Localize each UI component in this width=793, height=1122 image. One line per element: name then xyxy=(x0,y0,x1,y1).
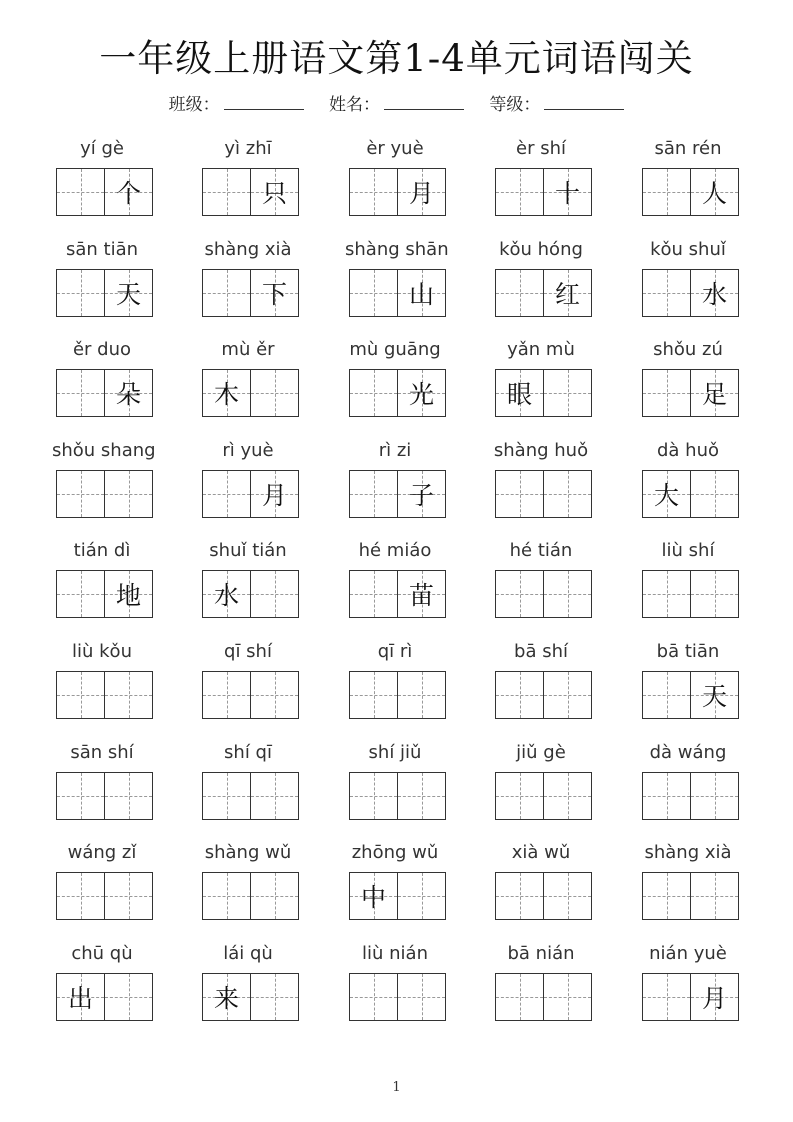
character-box[interactable] xyxy=(203,773,250,819)
tianzige-boxes xyxy=(349,671,446,719)
pinyin-label: bā nián xyxy=(507,942,575,964)
word-grid xyxy=(0,138,793,1043)
character-box[interactable] xyxy=(104,169,152,215)
character-box[interactable] xyxy=(496,270,543,316)
word-row xyxy=(0,540,793,641)
hanzi-character xyxy=(496,773,543,819)
hanzi-character: 天 xyxy=(701,681,727,711)
page-number: 1 xyxy=(392,1080,401,1095)
hanzi-character xyxy=(251,571,298,617)
character-box[interactable] xyxy=(57,169,104,215)
hanzi-character: 只 xyxy=(261,179,287,208)
tianzige-boxes xyxy=(642,772,739,820)
pinyin-label: shàng huǒ xyxy=(493,439,589,461)
hanzi-character xyxy=(105,471,152,517)
word-row xyxy=(0,440,793,541)
pinyin-label: yì zhī xyxy=(224,138,272,159)
word-row xyxy=(0,641,793,742)
hanzi-character xyxy=(643,169,690,215)
hanzi-character: 月 xyxy=(408,179,434,208)
character-box[interactable] xyxy=(250,773,298,819)
hanzi-character: 水 xyxy=(701,279,727,309)
hanzi-character xyxy=(203,873,250,919)
tianzige-boxes xyxy=(495,168,592,216)
character-box[interactable] xyxy=(250,571,298,617)
hanzi-character xyxy=(496,270,543,316)
grade-field xyxy=(489,90,624,115)
hanzi-character xyxy=(643,270,690,316)
pinyin-label: tián dì xyxy=(73,540,131,562)
tianzige-boxes xyxy=(349,872,446,920)
character-box[interactable] xyxy=(203,169,250,215)
character-box[interactable] xyxy=(203,370,250,416)
character-box[interactable] xyxy=(643,773,690,819)
pinyin-label: dà wáng xyxy=(649,741,727,763)
hanzi-character xyxy=(496,974,543,1020)
character-box[interactable] xyxy=(350,370,397,416)
tianzige-boxes xyxy=(642,570,739,618)
word-row xyxy=(0,842,793,943)
hanzi-character xyxy=(57,471,104,517)
pinyin-label: shàng xià xyxy=(204,238,292,260)
hanzi-character xyxy=(203,270,250,316)
hanzi-character xyxy=(643,672,690,718)
hanzi-character xyxy=(544,773,591,819)
character-box[interactable] xyxy=(57,571,104,617)
pinyin-label: sān shí xyxy=(70,741,134,763)
hanzi-character xyxy=(544,672,591,718)
hanzi-character xyxy=(350,672,397,718)
hanzi-character: 人 xyxy=(701,179,727,208)
character-box[interactable] xyxy=(104,672,152,718)
character-box[interactable] xyxy=(643,873,690,919)
pinyin-label: yǎn mù xyxy=(507,339,575,361)
pinyin-label: rì zi xyxy=(378,439,412,461)
tianzige-boxes xyxy=(349,269,446,317)
pinyin-label: shàng wǔ xyxy=(204,842,292,864)
tianzige-boxes xyxy=(56,973,153,1021)
hanzi-character xyxy=(398,672,445,718)
tianzige-boxes xyxy=(202,872,299,920)
hanzi-character xyxy=(496,169,543,215)
character-box[interactable] xyxy=(397,571,445,617)
hanzi-character xyxy=(544,571,591,617)
character-box[interactable] xyxy=(543,773,591,819)
character-box[interactable] xyxy=(203,571,250,617)
tianzige-boxes xyxy=(495,973,592,1021)
word-row xyxy=(0,239,793,340)
pinyin-label: èr yuè xyxy=(366,138,424,159)
character-box[interactable] xyxy=(350,873,397,919)
pinyin-label: kǒu shuǐ xyxy=(650,238,726,260)
character-box[interactable] xyxy=(57,672,104,718)
pinyin-label: èr shí xyxy=(516,138,566,159)
tianzige-boxes xyxy=(349,369,446,417)
character-box[interactable] xyxy=(250,974,298,1020)
hanzi-character: 山 xyxy=(408,279,434,309)
hanzi-character xyxy=(350,370,397,416)
hanzi-character: 光 xyxy=(408,380,434,410)
character-box[interactable] xyxy=(250,270,298,316)
character-box[interactable] xyxy=(690,773,738,819)
grade-label: 等级： xyxy=(489,95,541,115)
name-field xyxy=(329,90,464,115)
tianzige-boxes xyxy=(495,671,592,719)
hanzi-character xyxy=(643,370,690,416)
hanzi-character xyxy=(496,571,543,617)
hanzi-character xyxy=(398,873,445,919)
hanzi-character: 红 xyxy=(554,279,580,309)
character-box[interactable] xyxy=(397,672,445,718)
word-row xyxy=(0,742,793,843)
tianzige-boxes xyxy=(642,973,739,1021)
hanzi-character xyxy=(57,873,104,919)
pinyin-label: rì yuè xyxy=(222,439,274,461)
hanzi-character xyxy=(398,773,445,819)
hanzi-character xyxy=(203,773,250,819)
character-box[interactable] xyxy=(104,370,152,416)
pinyin-label: mù ěr xyxy=(221,339,275,361)
hanzi-character xyxy=(691,571,738,617)
pinyin-label: qī shí xyxy=(224,640,272,662)
pinyin-label: yí gè xyxy=(80,138,124,159)
character-box[interactable] xyxy=(397,471,445,517)
character-box[interactable] xyxy=(496,169,543,215)
hanzi-character xyxy=(57,169,104,215)
hanzi-character xyxy=(496,672,543,718)
character-box[interactable] xyxy=(643,571,690,617)
hanzi-character xyxy=(496,471,543,517)
pinyin-label: sān tiān xyxy=(65,238,139,260)
tianzige-boxes xyxy=(349,973,446,1021)
character-box[interactable] xyxy=(397,370,445,416)
character-box[interactable] xyxy=(350,270,397,316)
hanzi-character xyxy=(57,773,104,819)
hanzi-character: 子 xyxy=(408,480,434,510)
character-box[interactable] xyxy=(57,873,104,919)
character-box[interactable] xyxy=(543,873,591,919)
tianzige-boxes xyxy=(56,470,153,518)
hanzi-character xyxy=(251,974,298,1020)
hanzi-character xyxy=(57,571,104,617)
character-box[interactable] xyxy=(690,974,738,1020)
pinyin-label: bā tiān xyxy=(656,640,720,662)
class-label: 班级： xyxy=(168,95,220,115)
tianzige-boxes xyxy=(642,671,739,719)
pinyin-label: bā shí xyxy=(514,640,568,662)
tianzige-boxes xyxy=(642,872,739,920)
character-box[interactable] xyxy=(350,974,397,1020)
grade-blank[interactable] xyxy=(544,95,624,110)
class-blank[interactable] xyxy=(224,95,304,110)
character-box[interactable] xyxy=(543,471,591,517)
hanzi-character: 朵 xyxy=(115,380,141,410)
pinyin-label: wáng zǐ xyxy=(67,842,137,864)
pinyin-label: shí jiǔ xyxy=(368,741,422,763)
hanzi-character xyxy=(203,169,250,215)
character-box[interactable] xyxy=(57,471,104,517)
character-box[interactable] xyxy=(496,773,543,819)
hanzi-character xyxy=(105,974,152,1020)
hanzi-character: 地 xyxy=(115,581,141,611)
tianzige-boxes xyxy=(56,168,153,216)
pinyin-label: shí qī xyxy=(224,741,272,763)
pinyin-label: shàng shān xyxy=(345,238,449,260)
pinyin-label: liù shí xyxy=(661,540,715,562)
hanzi-character xyxy=(544,974,591,1020)
character-box[interactable] xyxy=(690,471,738,517)
character-box[interactable] xyxy=(203,974,250,1020)
pinyin-label: hé miáo xyxy=(358,540,432,562)
hanzi-character xyxy=(544,471,591,517)
character-box[interactable] xyxy=(203,471,250,517)
character-box[interactable] xyxy=(350,169,397,215)
hanzi-character xyxy=(350,471,397,517)
tianzige-boxes xyxy=(202,772,299,820)
tianzige-boxes xyxy=(495,872,592,920)
hanzi-character: 苗 xyxy=(408,581,434,611)
character-box[interactable] xyxy=(350,672,397,718)
hanzi-character: 个 xyxy=(115,179,141,208)
word-row xyxy=(0,943,793,1044)
character-box[interactable] xyxy=(397,270,445,316)
pinyin-label: nián yuè xyxy=(649,942,727,964)
character-box[interactable] xyxy=(250,471,298,517)
character-box[interactable] xyxy=(104,270,152,316)
word-row xyxy=(0,339,793,440)
hanzi-character xyxy=(203,672,250,718)
tianzige-boxes xyxy=(56,671,153,719)
character-box[interactable] xyxy=(543,169,591,215)
character-box[interactable] xyxy=(496,672,543,718)
hanzi-character xyxy=(251,672,298,718)
tianzige-boxes xyxy=(642,269,739,317)
hanzi-character: 眼 xyxy=(506,380,532,410)
pinyin-label: jiǔ gè xyxy=(516,741,566,763)
hanzi-character xyxy=(691,873,738,919)
character-box[interactable] xyxy=(397,169,445,215)
character-box[interactable] xyxy=(203,873,250,919)
hanzi-character xyxy=(57,370,104,416)
class-field xyxy=(169,90,304,115)
hanzi-character: 木 xyxy=(213,380,239,410)
character-box[interactable] xyxy=(496,571,543,617)
tianzige-boxes xyxy=(56,872,153,920)
pinyin-label: mù guāng xyxy=(349,339,441,361)
character-box[interactable] xyxy=(643,471,690,517)
character-box[interactable] xyxy=(690,370,738,416)
pinyin-label: sān rén xyxy=(654,138,722,159)
character-box[interactable] xyxy=(643,974,690,1020)
tianzige-boxes xyxy=(56,269,153,317)
character-box[interactable] xyxy=(690,169,738,215)
character-box[interactable] xyxy=(496,471,543,517)
hanzi-character xyxy=(251,773,298,819)
hanzi-character: 天 xyxy=(115,279,141,309)
pinyin-label: shàng xià xyxy=(644,842,732,864)
hanzi-character xyxy=(105,773,152,819)
character-box[interactable] xyxy=(543,571,591,617)
pinyin-label: ěr duo xyxy=(72,339,132,361)
character-box[interactable] xyxy=(104,471,152,517)
tianzige-boxes xyxy=(642,470,739,518)
character-box[interactable] xyxy=(104,873,152,919)
hanzi-character xyxy=(251,370,298,416)
character-box[interactable] xyxy=(496,370,543,416)
hanzi-character xyxy=(350,169,397,215)
hanzi-character: 出 xyxy=(67,983,93,1013)
character-box[interactable] xyxy=(250,370,298,416)
hanzi-character xyxy=(57,672,104,718)
character-box[interactable] xyxy=(496,974,543,1020)
hanzi-character xyxy=(57,270,104,316)
character-box[interactable] xyxy=(57,270,104,316)
tianzige-boxes xyxy=(642,369,739,417)
pinyin-label: shǒu shang xyxy=(52,439,156,461)
character-box[interactable] xyxy=(543,370,591,416)
hanzi-character xyxy=(350,270,397,316)
character-box[interactable] xyxy=(397,974,445,1020)
hanzi-character xyxy=(691,773,738,819)
character-box[interactable] xyxy=(104,571,152,617)
tianzige-boxes xyxy=(202,470,299,518)
hanzi-character xyxy=(643,773,690,819)
word-row xyxy=(0,138,793,239)
hanzi-character: 中 xyxy=(360,883,386,913)
hanzi-character xyxy=(251,873,298,919)
tianzige-boxes xyxy=(202,973,299,1021)
tianzige-boxes xyxy=(349,168,446,216)
tianzige-boxes xyxy=(202,269,299,317)
hanzi-character: 下 xyxy=(261,279,287,309)
hanzi-character: 十 xyxy=(554,179,580,208)
character-box[interactable] xyxy=(690,873,738,919)
hanzi-character xyxy=(350,571,397,617)
character-box[interactable] xyxy=(643,672,690,718)
character-box[interactable] xyxy=(690,672,738,718)
hanzi-character: 月 xyxy=(701,983,727,1013)
tianzige-boxes xyxy=(202,369,299,417)
hanzi-character: 来 xyxy=(213,983,239,1013)
tianzige-boxes xyxy=(495,369,592,417)
character-box[interactable] xyxy=(250,672,298,718)
pinyin-label: hé tián xyxy=(509,540,573,562)
tianzige-boxes xyxy=(495,570,592,618)
tianzige-boxes xyxy=(349,470,446,518)
character-box[interactable] xyxy=(250,873,298,919)
character-box[interactable] xyxy=(104,974,152,1020)
hanzi-character: 水 xyxy=(213,581,239,611)
tianzige-boxes xyxy=(495,772,592,820)
hanzi-character xyxy=(496,873,543,919)
tianzige-boxes xyxy=(202,671,299,719)
character-box[interactable] xyxy=(57,370,104,416)
character-box[interactable] xyxy=(397,873,445,919)
character-box[interactable] xyxy=(690,270,738,316)
hanzi-character: 大 xyxy=(653,480,679,510)
tianzige-boxes xyxy=(495,269,592,317)
character-box[interactable] xyxy=(543,270,591,316)
tianzige-boxes xyxy=(642,168,739,216)
character-box[interactable] xyxy=(690,571,738,617)
pinyin-label: zhōng wǔ xyxy=(351,842,439,864)
pinyin-label: qī rì xyxy=(377,640,413,662)
hanzi-character xyxy=(544,370,591,416)
page-title: 一年级上册语文第1-4单元词语闯关 xyxy=(99,37,694,80)
character-box[interactable] xyxy=(203,270,250,316)
hanzi-character xyxy=(350,974,397,1020)
character-box[interactable] xyxy=(543,672,591,718)
pinyin-label: kǒu hóng xyxy=(499,238,583,260)
tianzige-boxes xyxy=(495,470,592,518)
hanzi-character xyxy=(691,471,738,517)
hanzi-character xyxy=(398,974,445,1020)
pinyin-label: shǒu zú xyxy=(653,339,723,361)
name-label: 姓名： xyxy=(329,95,380,115)
hanzi-character xyxy=(105,672,152,718)
character-box[interactable] xyxy=(250,169,298,215)
tianzige-boxes xyxy=(56,369,153,417)
tianzige-boxes xyxy=(56,772,153,820)
hanzi-character xyxy=(643,571,690,617)
character-box[interactable] xyxy=(643,370,690,416)
hanzi-character xyxy=(643,873,690,919)
tianzige-boxes xyxy=(349,772,446,820)
hanzi-character xyxy=(350,773,397,819)
pinyin-label: chū qù xyxy=(71,942,133,964)
pinyin-label: liù nián xyxy=(362,942,428,964)
character-box[interactable] xyxy=(643,270,690,316)
pinyin-label: xià wǔ xyxy=(511,842,571,864)
character-box[interactable] xyxy=(643,169,690,215)
tianzige-boxes xyxy=(349,570,446,618)
tianzige-boxes xyxy=(202,570,299,618)
character-box[interactable] xyxy=(350,471,397,517)
hanzi-character xyxy=(105,873,152,919)
hanzi-character xyxy=(544,873,591,919)
student-info xyxy=(0,90,793,115)
tianzige-boxes xyxy=(56,570,153,618)
pinyin-label: shuǐ tián xyxy=(209,540,287,562)
character-box[interactable] xyxy=(203,672,250,718)
character-box[interactable] xyxy=(543,974,591,1020)
hanzi-character: 足 xyxy=(701,380,727,410)
tianzige-boxes xyxy=(202,168,299,216)
character-box[interactable] xyxy=(496,873,543,919)
character-box[interactable] xyxy=(57,974,104,1020)
pinyin-label: lái qù xyxy=(223,942,273,964)
hanzi-character: 月 xyxy=(261,480,287,510)
character-box[interactable] xyxy=(350,571,397,617)
name-blank[interactable] xyxy=(384,95,464,110)
character-box[interactable] xyxy=(397,773,445,819)
pinyin-label: dà huǒ xyxy=(656,439,719,461)
hanzi-character xyxy=(643,974,690,1020)
character-box[interactable] xyxy=(350,773,397,819)
hanzi-character xyxy=(203,471,250,517)
character-box[interactable] xyxy=(104,773,152,819)
pinyin-label: liù kǒu xyxy=(72,640,132,662)
character-box[interactable] xyxy=(57,773,104,819)
